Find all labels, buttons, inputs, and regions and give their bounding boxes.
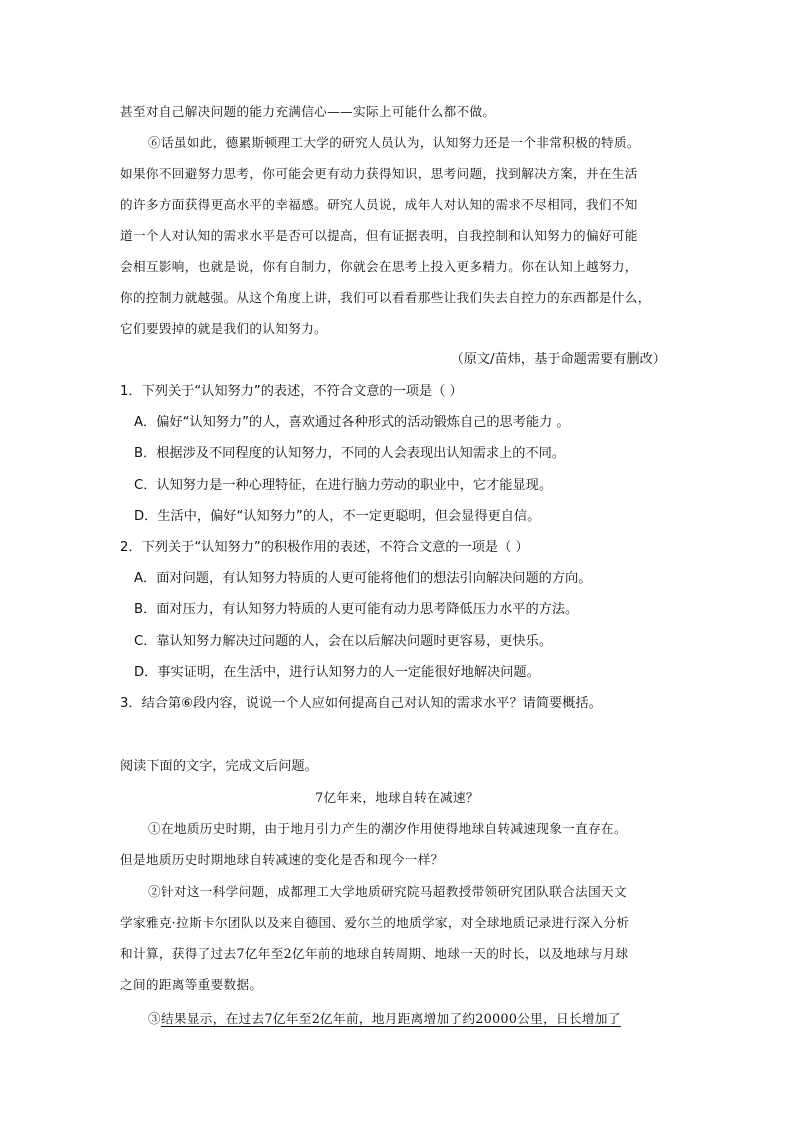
paragraph-line: ②针对这一科学问题，成都理工大学地质研究院马超教授带领研究团队联合法国天文: [148, 884, 627, 899]
question-option: B．根据涉及不同程度的认知努力，不同的人会表现出认知需求上的不同。: [134, 446, 566, 461]
paragraph-line: 之间的距离等重要数据。: [120, 977, 263, 992]
source-note: （原文/苗炜，基于命题需要有删改）: [450, 352, 666, 367]
paragraph-line: 但是地质历史时期地球自转减速的变化是否和现今一样？: [120, 852, 444, 867]
paragraph-line: 道一个人对认知的需求水平是否可以提高，但有证据表明，自我控制和认知努力的偏好可能: [120, 228, 638, 243]
question-option: A．偏好“认知努力”的人，喜欢通过各种形式的活动锻炼自己的思考能力 。: [134, 415, 570, 430]
question-option: B．面对压力，有认知努力特质的人更可能有动力思考降低压力水平的方法。: [134, 602, 579, 617]
paragraph-line: [148, 1009, 621, 1029]
paragraph-line: 它们要毁掉的就是我们的认知努力。: [120, 321, 328, 336]
question-option: A．面对问题，有认知努力特质的人更可能将他们的想法引向解决问题的方向。: [134, 571, 592, 586]
paragraph-line: ①在地质历史时期，由于地月引力产生的潮汐作用使得地球自转减速现象一直存在。: [148, 821, 627, 836]
paragraph-line: 的许多方面获得更高水平的幸福感。研究人员说，成年人对认知的需求不尽相同，我们不知: [120, 197, 638, 212]
question-stem: 1．下列关于“认知努力”的表述，不符合文意的一项是（ ）: [120, 384, 463, 399]
paragraph-line: 和计算，获得了过去7亿年至2亿年前的地球自转周期、地球一天的时长，以及地球与月球: [120, 946, 629, 961]
question-option: D．事实证明，在生活中，进行认知努力的人一定能很好地解决问题。: [134, 665, 540, 680]
question-stem: 2．下列关于“认知努力”的积极作用的表述，不符合文意的一项是（ ）: [120, 540, 529, 555]
paragraph-line: 你的控制力就越强。从这个角度上讲，我们可以看看那些让我们失去自控力的东西都是什么，: [120, 290, 651, 305]
question-option: C．靠认知努力解决过问题的人，会在以后解决问题时更容易，更快乐。: [134, 634, 553, 649]
underlined-sentence: 结果显示，在过去7亿年至2亿年前，地月距离增加了约20000公里，日长增加了: [160, 1011, 621, 1026]
paragraph-line: 学家雅克·拉斯卡尔团队以及来自德国、爱尔兰的地质学家，对全球地质记录进行深入分析: [120, 915, 630, 930]
paragraph-number: ③: [148, 1011, 161, 1026]
paragraph-line: 如果你不回避努力思考，你可能会更有动力获得知识，思考问题，找到解决方案，并在生活: [120, 166, 638, 181]
question-option: C．认知努力是一种心理特征，在进行脑力劳动的职业中，它才能显现。: [134, 478, 553, 493]
passage-title: 7亿年来，地球自转在减速？: [315, 790, 479, 805]
paragraph-line: 甚至对自己解决问题的能力充满信心——实际上可能什么都不做。: [120, 104, 496, 119]
paragraph-line: 会相互影响，也就是说，你有自制力，你就会在思考上投入更多精力。你在认知上越努力，: [120, 259, 638, 274]
question-stem: 3．结合第⑥段内容，说说一个人应如何提高自己对认知的需求水平？请简要概括。: [120, 696, 602, 711]
question-option: D．生活中，偏好“认知努力”的人，不一定更聪明，但会显得更自信。: [134, 509, 541, 524]
paragraph-line: ⑥话虽如此，德累斯顿理工大学的研究人员认为，认知努力还是一个非常积极的特质。: [148, 135, 640, 150]
reading-instruction: 阅读下面的文字，完成文后问题。: [120, 759, 318, 774]
